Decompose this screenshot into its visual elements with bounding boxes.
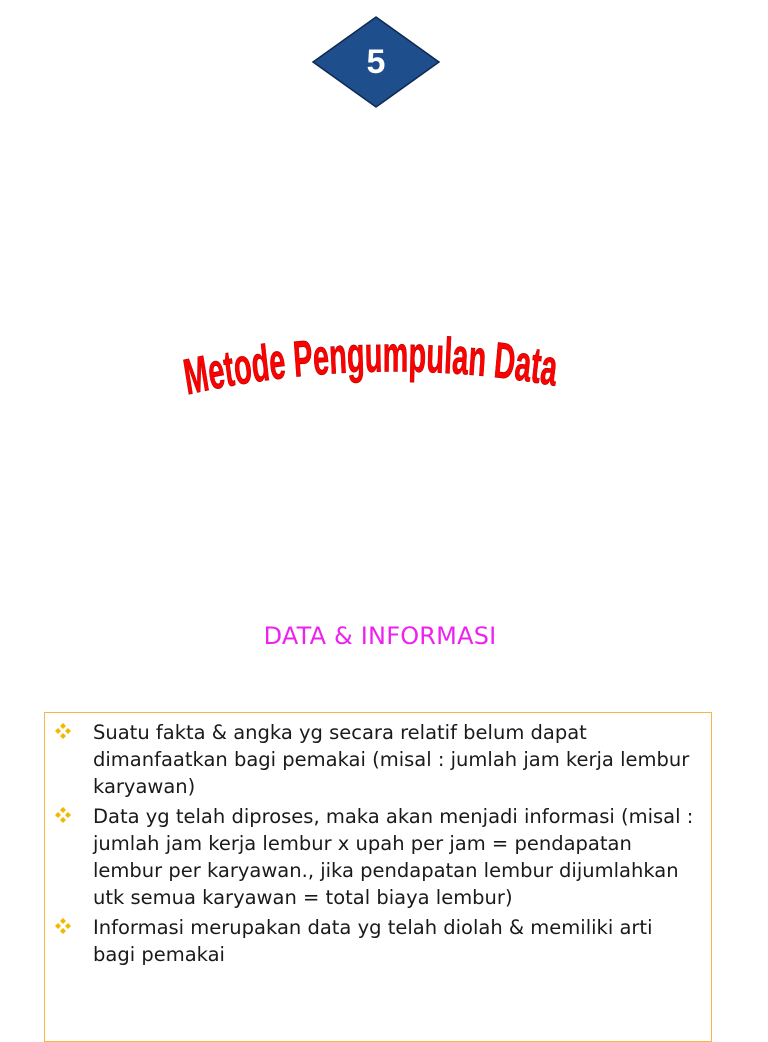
title-wordart <box>150 320 590 430</box>
slide-number: 5 <box>366 43 386 81</box>
bullet-list <box>45 713 711 968</box>
bullet-text: Informasi merupakan data yg telah diolah & memiliki arti bagi pemakai <box>93 916 653 966</box>
diamond-bullet-icon <box>54 917 72 935</box>
list-item <box>54 719 697 800</box>
main-title-svg <box>150 320 590 430</box>
diamond-bullet-icon <box>54 722 72 740</box>
bullet-text: Suatu fakta & angka yg secara relatif belum dapat dimanfaatkan bagi pemakai (misal : jumlah jam kerja lembur karyawan) <box>93 721 690 798</box>
content-box <box>44 712 712 1042</box>
main-title: Metode Pengumpulan Data <box>179 326 569 407</box>
bullet-text: Data yg telah diproses, maka akan menjadi informasi (misal : jumlah jam kerja lembur x upah per jam = pendapatan lembur per karyawan., jika pendapatan lembur dijumlahkan utk semua karyawan = total biaya lembur) <box>93 805 694 909</box>
slide-number-badge <box>311 16 441 108</box>
section-heading: DATA & INFORMASI <box>263 622 497 650</box>
diamond-bullet-icon <box>54 806 72 824</box>
list-item <box>54 803 697 911</box>
list-item <box>54 914 697 968</box>
